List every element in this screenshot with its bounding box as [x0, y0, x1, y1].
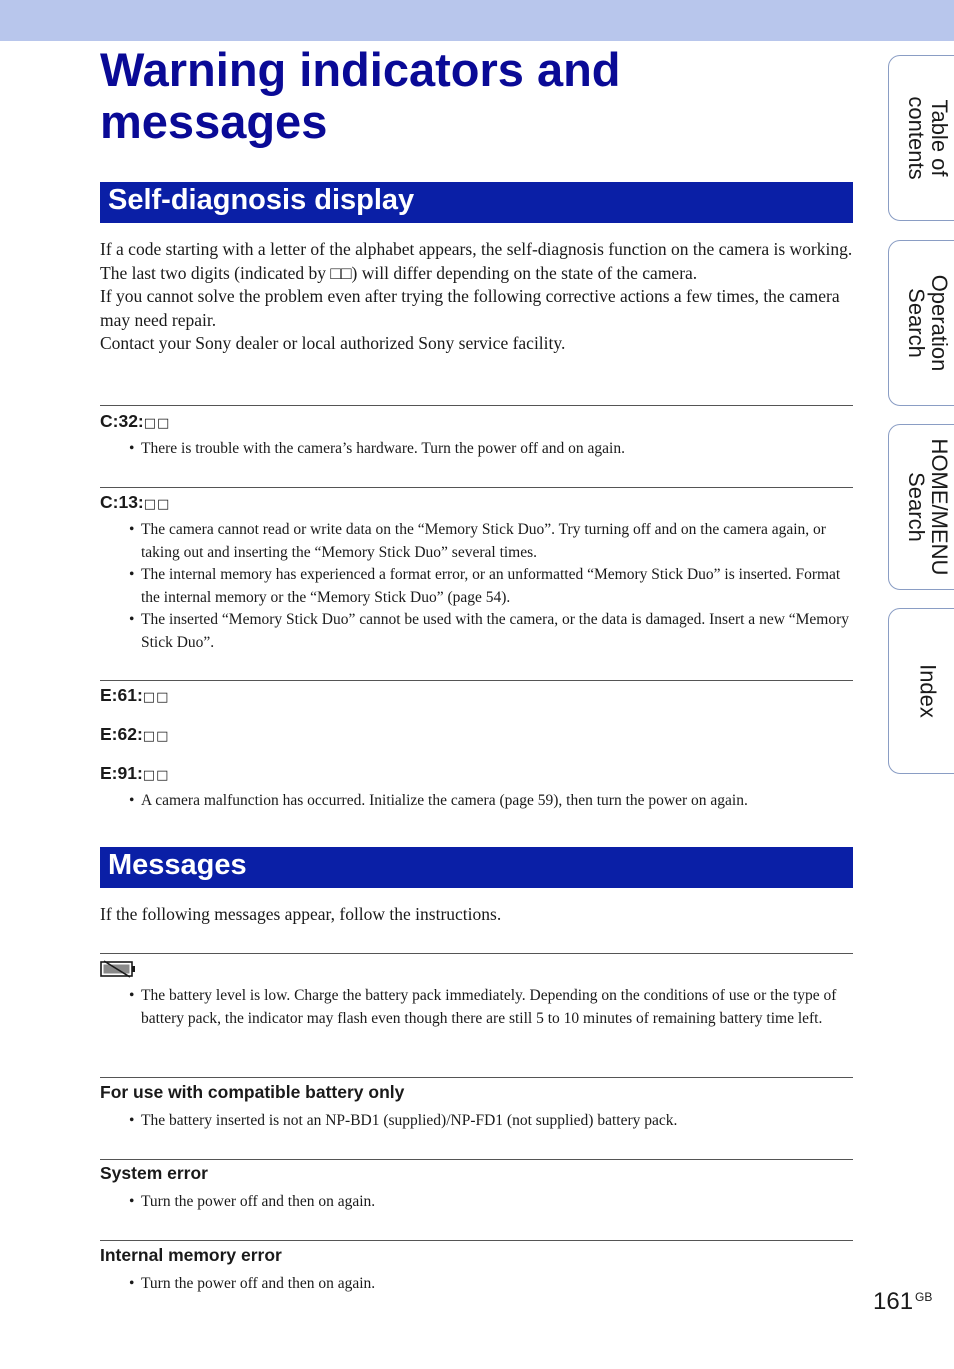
code-digits-placeholder: □□: [142, 729, 170, 744]
code-e-list: [129, 790, 853, 813]
list-item: • The inserted “Memory Stick Duo” cannot be used with the camera, or the data is damaged. Insert a new “Memory Stick Duo”.: [129, 609, 853, 654]
list-item: • The internal memory has experienced a format error, or an unformatted “Memory Stick Duo” is inserted. Format the internal memory or the “Memory Stick Duo” (page 54).: [129, 564, 853, 609]
code-label: C:32:: [100, 411, 144, 431]
tab-operation-search[interactable]: [888, 240, 954, 406]
list-item: • There is trouble with the camera’s hardware. Turn the power off and on again.: [129, 438, 853, 461]
section-heading-self-diagnosis: Self-diagnosis display: [100, 182, 853, 223]
tab-label: HOME/MENU Search: [904, 438, 952, 576]
code-label: E:61:: [100, 685, 143, 705]
divider: [100, 953, 853, 954]
tab-home-menu-search[interactable]: [888, 424, 954, 590]
page-title-line2: messages: [100, 95, 328, 148]
divider: [100, 1240, 853, 1241]
list-item: • A camera malfunction has occurred. Initialize the camera (page 59), then turn the power on again.: [129, 790, 853, 813]
battery-low-list: [129, 985, 853, 1030]
message-list: [129, 1273, 853, 1296]
code-digits-placeholder: □□: [143, 416, 171, 431]
page-number-suffix: GB: [915, 1290, 933, 1304]
messages-intro: If the following messages appear, follow the instructions.: [100, 904, 502, 924]
tab-label: Index: [915, 664, 941, 718]
page-title: [100, 44, 621, 148]
error-code-e61: [100, 684, 169, 709]
intro-line: If a code starting with a letter of the alphabet appears, the self-diagnosis function on the camera is working. The last two digits (indicated by □□) will differ depending on the state of the camera.: [100, 239, 853, 283]
error-code-c13: [100, 491, 170, 516]
error-code-e91: [100, 762, 169, 787]
intro-line: Contact your Sony dealer or local authorized Sony service facility.: [100, 333, 566, 353]
error-code-e62: [100, 723, 169, 748]
list-item: • The battery inserted is not an NP-BD1 (supplied)/NP-FD1 (not supplied) battery pack.: [129, 1110, 853, 1133]
tab-label: Operation Search: [904, 274, 952, 372]
intro-line: If you cannot solve the problem even after trying the following corrective actions a few times, the camera may need repair.: [100, 286, 840, 330]
page-title-line1: Warning indicators and: [100, 43, 621, 96]
code-c13-list: [129, 519, 853, 654]
message-heading-system-error: System error: [100, 1163, 208, 1183]
code-label: C:13:: [100, 492, 144, 512]
tab-label: Table of contents: [904, 96, 952, 180]
code-c32-list: [129, 438, 853, 461]
battery-low-icon: [100, 959, 136, 979]
divider: [100, 680, 853, 681]
list-item: • The battery level is low. Charge the battery pack immediately. Depending on the conditions of use or the type of battery pack, the indicator may flash even though there are still 5 to 10 minutes of remaining battery time left.: [129, 985, 853, 1030]
divider: [100, 487, 853, 488]
list-item: • Turn the power off and then on again.: [129, 1191, 853, 1214]
divider: [100, 405, 853, 406]
code-digits-placeholder: □□: [142, 690, 170, 705]
divider: [100, 1159, 853, 1160]
page-number: [873, 1288, 932, 1316]
divider: [100, 1077, 853, 1078]
message-list: [129, 1191, 853, 1214]
message-heading-compatible-battery: For use with compatible battery only: [100, 1082, 405, 1102]
page-number-value: 161: [873, 1288, 914, 1315]
code-label: E:91:: [100, 763, 143, 783]
code-label: E:62:: [100, 724, 143, 744]
tab-table-of-contents[interactable]: [888, 55, 954, 221]
code-digits-placeholder: □□: [142, 768, 170, 783]
section-heading-messages: Messages: [100, 847, 853, 888]
tab-index[interactable]: [888, 608, 954, 774]
message-heading-internal-memory-error: Internal memory error: [100, 1245, 282, 1265]
message-list: [129, 1110, 853, 1133]
top-header-band: [0, 0, 954, 41]
code-digits-placeholder: □□: [143, 497, 171, 512]
list-item: • Turn the power off and then on again.: [129, 1273, 853, 1296]
list-item: • The camera cannot read or write data on the “Memory Stick Duo”. Try turning off and on the camera again, or taking out and inserting the “Memory Stick Duo” several times.: [129, 519, 853, 564]
error-code-c32: [100, 410, 170, 435]
intro-paragraph: [100, 238, 853, 356]
